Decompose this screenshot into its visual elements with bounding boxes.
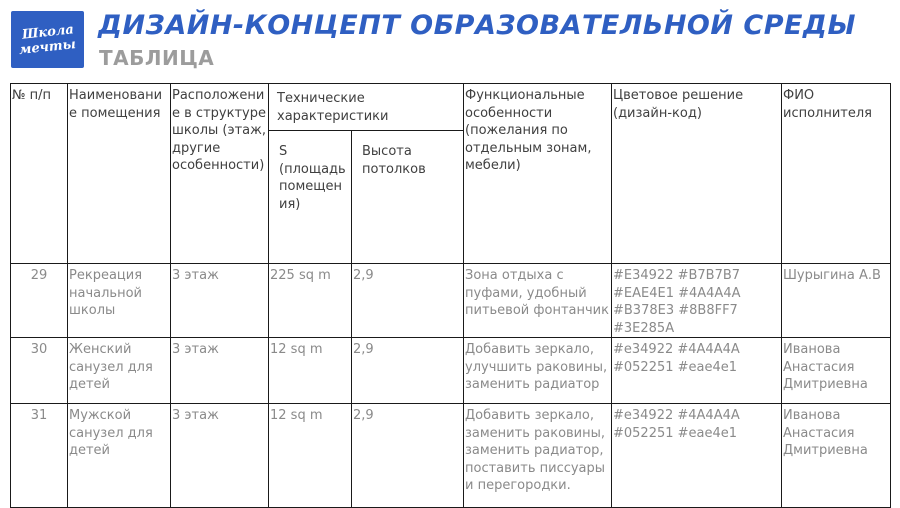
cell-height: 2,9 <box>352 338 464 404</box>
cell-color: #e34922 #4A4A4A #052251 #eae4e1 <box>612 404 782 508</box>
cell-area: 225 sq m <box>269 264 352 338</box>
cell-location: 3 этаж <box>171 404 269 508</box>
header-row-1 <box>11 84 891 131</box>
col-header-area: S (площадь помещения) <box>269 131 352 264</box>
cell-person: Шурыгина А.В <box>782 264 891 338</box>
concept-table <box>10 83 891 508</box>
cell-location: 3 этаж <box>171 338 269 404</box>
cell-features: Добавить зеркало, заменить раковины, заменить радиатор, поставить писсуары и перегородки. <box>464 404 612 508</box>
col-header-features: Функциональные особенности (пожелания по отдельным зонам, мебели) <box>464 84 612 264</box>
col-header-num: № п/п <box>11 84 68 264</box>
table-row <box>11 404 891 508</box>
page-title: ДИЗАЙН-КОНЦЕПТ ОБРАЗОВАТЕЛЬНОЙ СРЕДЫ <box>98 10 856 41</box>
cell-person: Иванова Анастасия Дмитриевна <box>782 404 891 508</box>
col-header-tech: Технические характеристики <box>269 84 464 131</box>
cell-features: Добавить зеркало, улучшить раковины, заменить радиатор <box>464 338 612 404</box>
cell-num: 29 <box>11 264 68 338</box>
col-header-name: Наименование помещения <box>68 84 171 264</box>
table-row <box>11 264 891 338</box>
col-header-color: Цветовое решение (дизайн-код) <box>612 84 782 264</box>
school-logo <box>11 11 84 68</box>
cell-color: #e34922 #4A4A4A #052251 #eae4e1 <box>612 338 782 404</box>
cell-person: Иванова Анастасия Дмитриевна <box>782 338 891 404</box>
cell-area: 12 sq m <box>269 338 352 404</box>
page-subtitle: ТАБЛИЦА <box>99 46 215 70</box>
cell-color: #E34922 #B7B7B7 #EAE4E1 #4A4A4A #B378E3 #8B8FF7 #3E285A <box>612 264 782 338</box>
logo-line-2: мечты <box>18 36 77 58</box>
col-header-person: ФИО исполнителя <box>782 84 891 264</box>
cell-location: 3 этаж <box>171 264 269 338</box>
table-row <box>11 338 891 404</box>
cell-height: 2,9 <box>352 264 464 338</box>
cell-num: 30 <box>11 338 68 404</box>
cell-name: Женский санузел для детей <box>68 338 171 404</box>
logo-line-1: Школа <box>20 21 75 43</box>
cell-num: 31 <box>11 404 68 508</box>
cell-area: 12 sq m <box>269 404 352 508</box>
cell-name: Мужской санузел для детей <box>68 404 171 508</box>
col-header-location: Расположение в структуре школы (этаж, другие особенности) <box>171 84 269 264</box>
cell-name: Рекреация начальной школы <box>68 264 171 338</box>
cell-height: 2,9 <box>352 404 464 508</box>
col-header-height: Высота потолков <box>352 131 464 264</box>
cell-features: Зона отдыха с пуфами, удобный питьевой фонтанчик <box>464 264 612 338</box>
